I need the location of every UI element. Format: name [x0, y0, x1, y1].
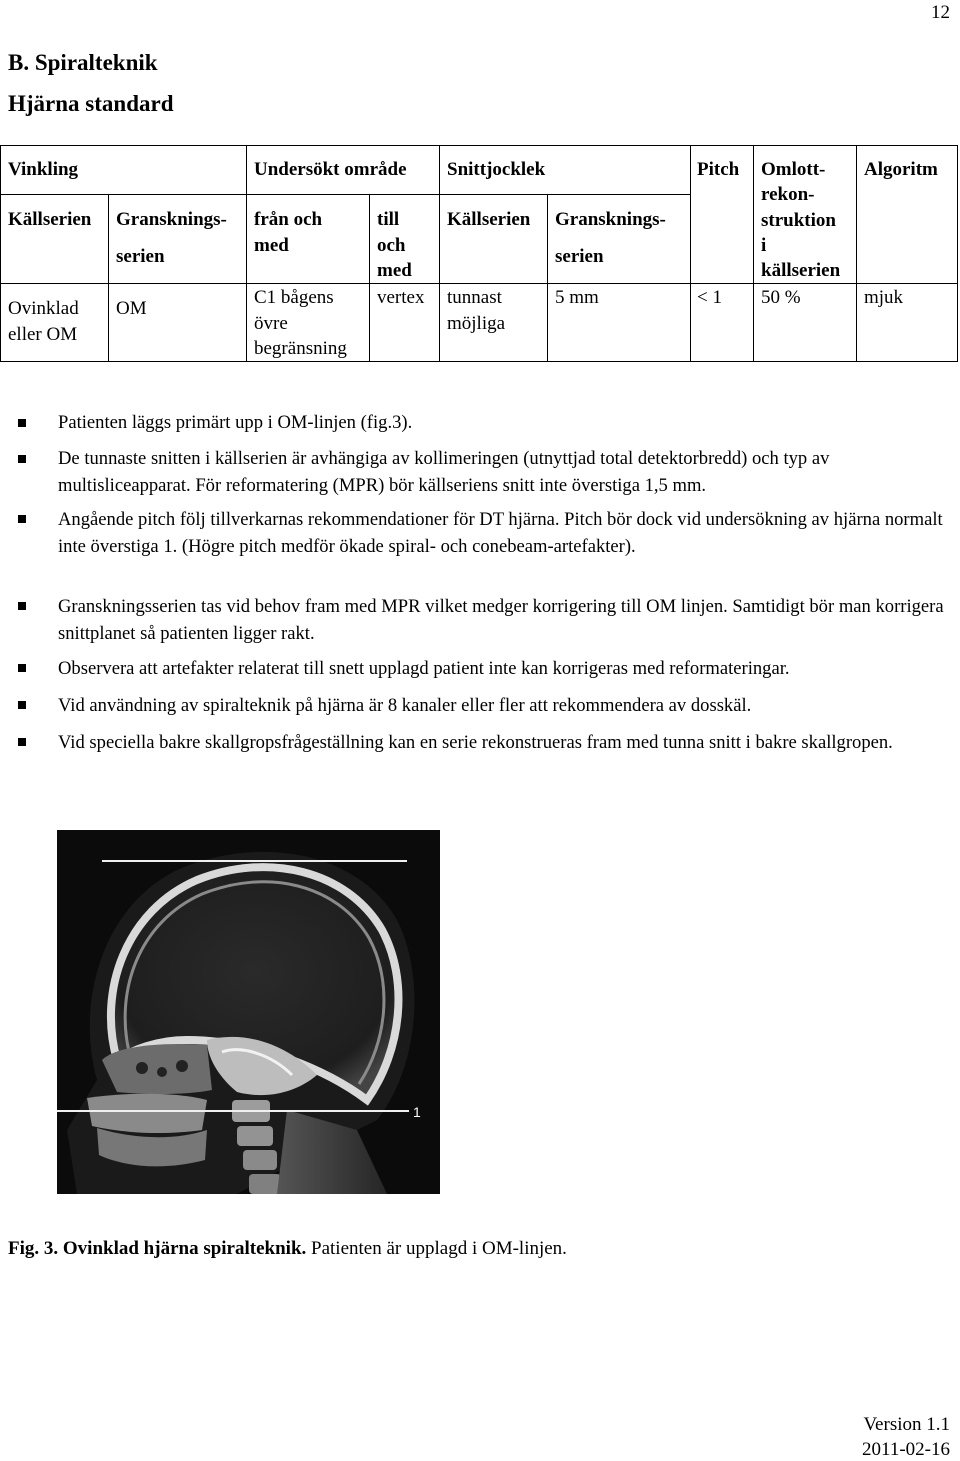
- cell-c1-line1: C1 bågens: [254, 287, 334, 308]
- cell-algoritm: mjuk: [864, 287, 904, 308]
- figure-caption-bold: Fig. 3. Ovinklad hjärna spiralteknik.: [8, 1238, 307, 1259]
- subheader-kallserien-2: Källserien: [447, 209, 531, 230]
- cell-om: OM: [116, 298, 147, 319]
- bullet-marker: [18, 738, 26, 746]
- subheader-granskningsserien-line1: Gransknings-: [116, 209, 227, 230]
- header-snittjocklek: Snittjocklek: [447, 159, 546, 180]
- bullet-text: Observera att artefakter relaterat till snett upplagd patient inte kan korrigeras med reformateringar.: [58, 658, 790, 679]
- ct-scout-image: [57, 830, 440, 1194]
- header-omlott-line1: Omlott-: [761, 159, 826, 180]
- header-omlott-line2: rekon-: [761, 184, 815, 205]
- header-vinkling: Vinkling: [8, 159, 79, 180]
- bullet-marker: [18, 419, 26, 427]
- page-number: 12: [931, 2, 950, 23]
- header-omlott-line5: källserien: [761, 260, 841, 281]
- cell-c1-line2: övre: [254, 313, 288, 334]
- bullet-marker: [18, 664, 26, 672]
- header-omlott-line4: i: [761, 235, 767, 256]
- cell-5mm: 5 mm: [555, 287, 599, 308]
- subheader-kallserien: Källserien: [8, 209, 92, 230]
- bullet-text: Granskningsserien tas vid behov fram med MPR vilket medger korrigering till OM linjen. Samtidigt bör man korrigera snittplanet så patienten ligger rakt.: [58, 596, 944, 644]
- cell-vertex: vertex: [377, 287, 425, 308]
- header-algoritm: Algoritm: [864, 159, 938, 180]
- header-omlott-line3: struktion: [761, 210, 836, 231]
- bullet-marker: [18, 455, 26, 463]
- bullet-marker: [18, 602, 26, 610]
- subheader-till-och-med-line3: med: [377, 260, 412, 281]
- cell-pitch: < 1: [697, 287, 722, 308]
- skull-xray-illustration: [57, 830, 440, 1194]
- figure-caption-text: Patienten är upplagd i OM-linjen.: [306, 1238, 567, 1259]
- subheader-fran-och-med-line2: med: [254, 235, 289, 256]
- subheader-granskningsserien-line2: serien: [116, 246, 165, 267]
- cell-tunnast-line2: möjliga: [447, 313, 506, 334]
- cell-tunnast-line1: tunnast: [447, 287, 502, 308]
- bullet-marker: [18, 515, 26, 523]
- subheader-granskningsserien-2-line2: serien: [555, 246, 604, 267]
- cell-ovinklad-line2: eller OM: [8, 324, 78, 345]
- footer-version: Version 1.1: [863, 1414, 950, 1435]
- bullet-text: Vid användning av spiralteknik på hjärna är 8 kanaler eller fler att rekommendera av dosskäl.: [58, 695, 752, 716]
- bullet-text: De tunnaste snitten i källserien är avhängiga av kollimeringen (utnyttjad total detektorbredd) och typ av multisliceapparat. För reformatering (MPR) bör källseriens snitt inte överstiga 1,5 mm.: [58, 448, 830, 496]
- footer-date: 2011-02-16: [862, 1439, 950, 1460]
- subheader-granskningsserien-2-line1: Gransknings-: [555, 209, 666, 230]
- cell-omlott: 50 %: [761, 287, 801, 308]
- figure-caption: [8, 1238, 567, 1260]
- subsection-heading: Hjärna standard: [8, 91, 174, 116]
- header-pitch: Pitch: [697, 159, 740, 180]
- bullet-text: Vid speciella bakre skallgropsfrågeställning kan en serie rekonstrueras fram med tunna snitt i bakre skallgropen.: [58, 732, 893, 753]
- bullet-text: Patienten läggs primärt upp i OM-linjen (fig.3).: [58, 412, 413, 433]
- subheader-till-och-med-line1: till: [377, 209, 400, 230]
- bullet-text: Angående pitch följ tillverkarnas rekommendationer för DT hjärna. Pitch bör dock vid undersökning av hjärna normalt inte överstiga 1. (Högre pitch medför ökade spiral- och conebeam-artefakter).: [58, 509, 943, 557]
- subheader-fran-och-med-line1: från och: [254, 209, 323, 230]
- section-heading: B. Spiralteknik: [8, 50, 158, 75]
- cell-ovinklad-line1: Ovinklad: [8, 298, 79, 319]
- bullet-marker: [18, 701, 26, 709]
- header-undersokt-omrade: Undersökt område: [254, 159, 407, 180]
- scan-line-marker: 1: [413, 1104, 421, 1120]
- subheader-till-och-med-line2: och: [377, 235, 406, 256]
- cell-c1-line3: begränsning: [254, 338, 347, 359]
